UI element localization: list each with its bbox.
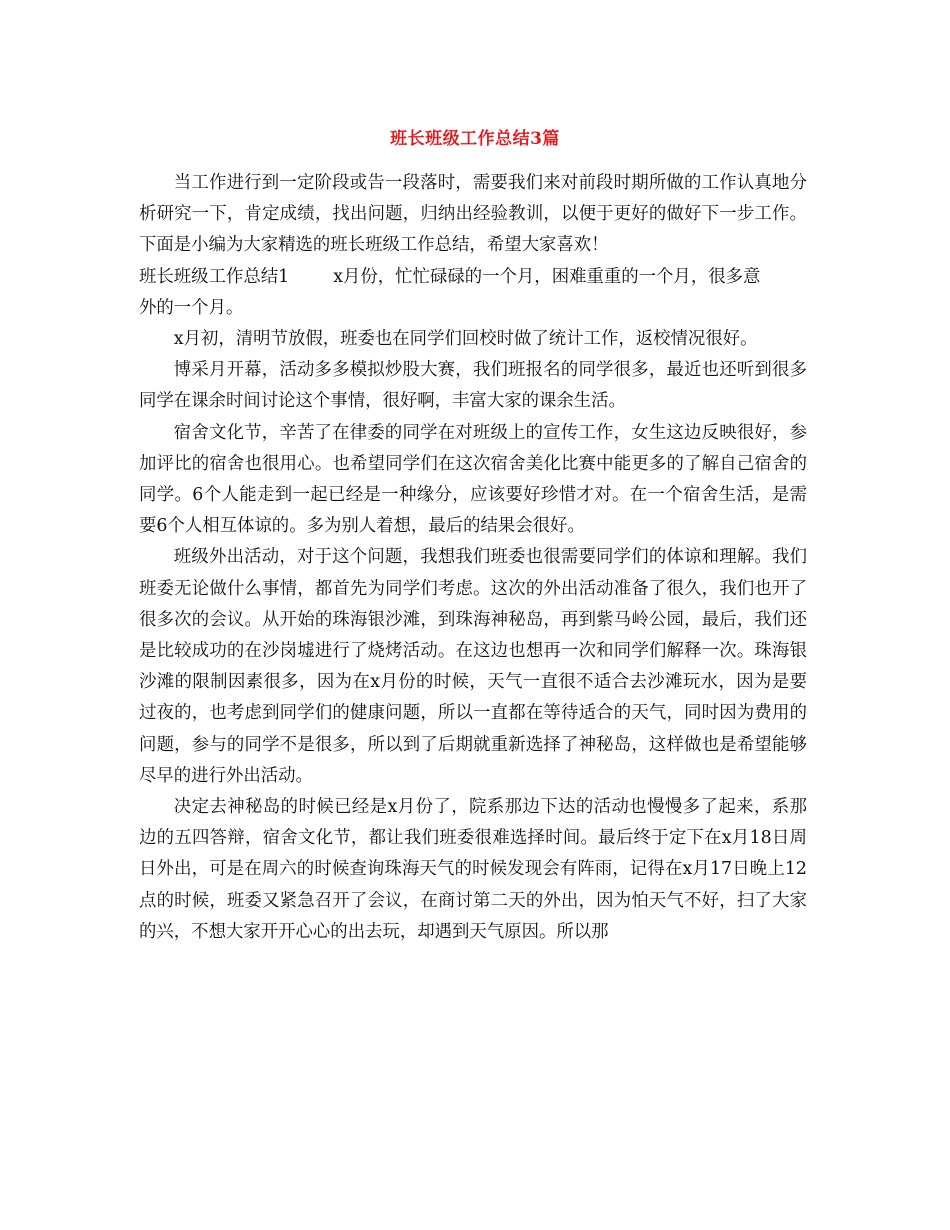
- paragraph-3: 宿舍文化节，辛苦了在律委的同学在对班级上的宣传工作，女生这边反映很好，参加评比的宿舍也很用心。也希望同学们在这次宿舍美化比赛中能更多的了解自己宿舍的同学。6个人能走到一起已经是一种缘分，应该要好珍惜才对。在一个宿舍生活，是需要6个人相互体谅的。多为别人着想，最后的结果会很好。: [139, 422, 807, 537]
- section-1-lead: x月份，忙忙碌碌的一个月，困难重重的一个月，很多意: [333, 266, 761, 287]
- document-title: 班长班级工作总结3篇: [390, 129, 560, 149]
- section-1-heading-line: [139, 262, 807, 293]
- document-body: [139, 168, 807, 948]
- paragraph-1: x月初，清明节放假，班委也在同学们回校时做了统计工作，返校情况很好。: [173, 329, 758, 350]
- intro-paragraph: 当工作进行到一定阶段或告一段落时，需要我们来对前段时期所做的工作认真地分析研究一下，肯定成绩，找出问题，归纳出经验教训，以便于更好的做好下一步工作。下面是小编为大家精选的班长班级工作总结，希望大家喜欢！: [139, 173, 807, 256]
- section-1-lead-continued: 外的一个月。: [139, 297, 244, 318]
- paragraph-4: 班级外出活动，对于这个问题，我想我们班委也很需要同学们的体谅和理解。我们班委无论做什么事情，都首先为同学们考虑。这次的外出活动准备了很久，我们也开了很多次的会议。从开始的珠海银沙滩，到珠海神秘岛，再到紫马岭公园，最后，我们还是比较成功的在沙岗墟进行了烧烤活动。在这边也想再一次和同学们解释一次。珠海银沙滩的限制因素很多，因为在x月份的时候，天气一直很不适合去沙滩玩水，因为是要过夜的，也考虑到同学们的健康问题，所以一直都在等待适合的天气，同时因为费用的问题，参与的同学不是很多，所以到了后期就重新选择了神秘岛，这样做也是希望能够尽早的进行外出活动。: [139, 547, 807, 786]
- paragraph-5: 决定去神秘岛的时候已经是x月份了，院系那边下达的活动也慢慢多了起来，系那边的五四答辩，宿舍文化节，都让我们班委很难选择时间。最后终于定下在x月18日周日外出，可是在周六的时候查询珠海天气的时候发现会有阵雨，记得在x月17日晚上12点的时候，班委又紧急召开了会议，在商讨第二天的外出，因为怕天气不好，扫了大家的兴，不想大家开开心心的出去玩，却遇到天气原因。所以那: [139, 797, 807, 942]
- paragraph-2: 博采月开幕，活动多多模拟炒股大赛，我们班报名的同学很多，最近也还听到很多同学在课余时间讨论这个事情，很好啊，丰富大家的课余生活。: [139, 360, 807, 412]
- section-1-heading: 班长班级工作总结1: [139, 266, 290, 287]
